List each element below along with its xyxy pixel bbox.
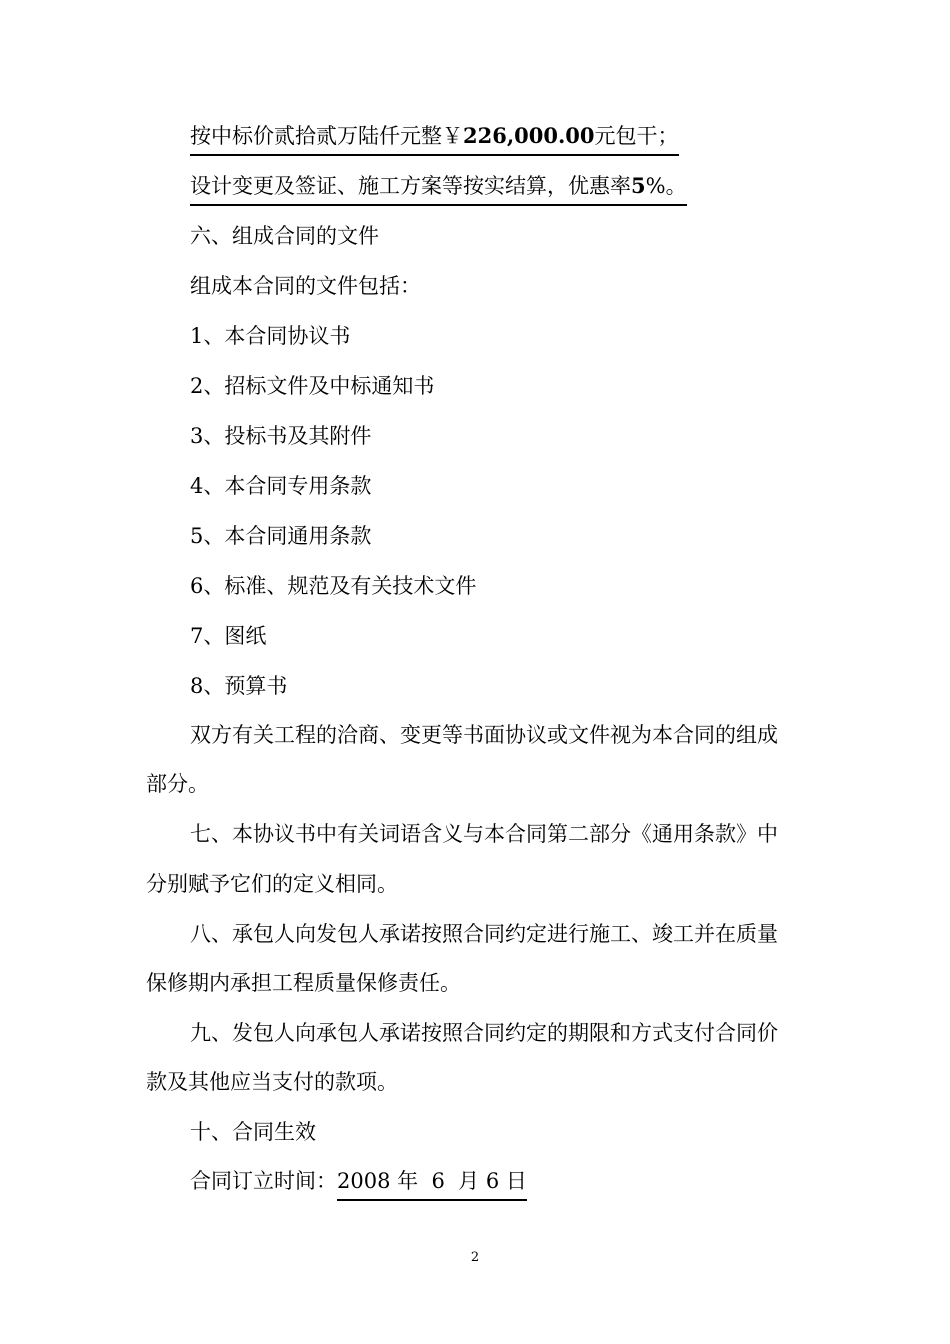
contract-price-underline [190,122,679,156]
section9-line1: 九、发包人向承包人承诺按照合同约定的期限和方式支付合同价 [190,1021,778,1045]
price-prefix: 按中标价贰拾贰万陆仟元整￥ [190,124,463,148]
section6-title: 六、组成合同的文件 [190,224,379,248]
section6-intro: 组成本合同的文件包括： [190,274,421,298]
settlement-underline [190,172,687,206]
document-list-item: 3、投标书及其附件 [190,424,372,448]
price-suffix: 元包干； [594,124,679,148]
section6-note-line1: 双方有关工程的洽商、变更等书面协议或文件视为本合同的组成 [190,723,778,747]
document-list-item: 2、招标文件及中标通知书 [190,374,435,398]
section7-line2: 分别赋予它们的定义相同。 [146,872,398,896]
section8-line1: 八、承包人向发包人承诺按照合同约定进行施工、竣工并在质量 [190,922,778,946]
document-list-item: 7、图纸 [190,624,267,648]
document-list-item: 5、本合同通用条款 [190,524,372,548]
section7-line1: 七、本协议书中有关词语含义与本合同第二部分《通用条款》中 [190,822,778,846]
signing-date-value: 2008 年 6 月 6 日 [337,1167,527,1201]
signing-date-label: 合同订立时间： [190,1169,337,1193]
document-list-item: 6、标准、规范及有关技术文件 [190,574,477,598]
document-list-item: 8、预算书 [190,674,288,698]
section10-title: 十、合同生效 [190,1120,316,1144]
price-amount: 226,000.00 [463,123,595,148]
settlement-prefix: 设计变更及签证、施工方案等按实结算，优惠率 [190,174,631,198]
section9-line2: 款及其他应当支付的款项。 [146,1070,398,1094]
section8-line2: 保修期内承担工程质量保修责任。 [146,971,461,995]
document-list-item: 1、本合同协议书 [190,324,351,348]
document-list-item: 4、本合同专用条款 [190,474,372,498]
settlement-line [190,172,687,206]
discount-rate: 5 [631,173,646,198]
page-number: 2 [470,1250,480,1265]
section6-note-line2: 部分。 [146,772,209,796]
settlement-suffix: %。 [645,174,687,198]
signing-date-line [190,1167,527,1201]
contract-price-line [190,122,679,156]
